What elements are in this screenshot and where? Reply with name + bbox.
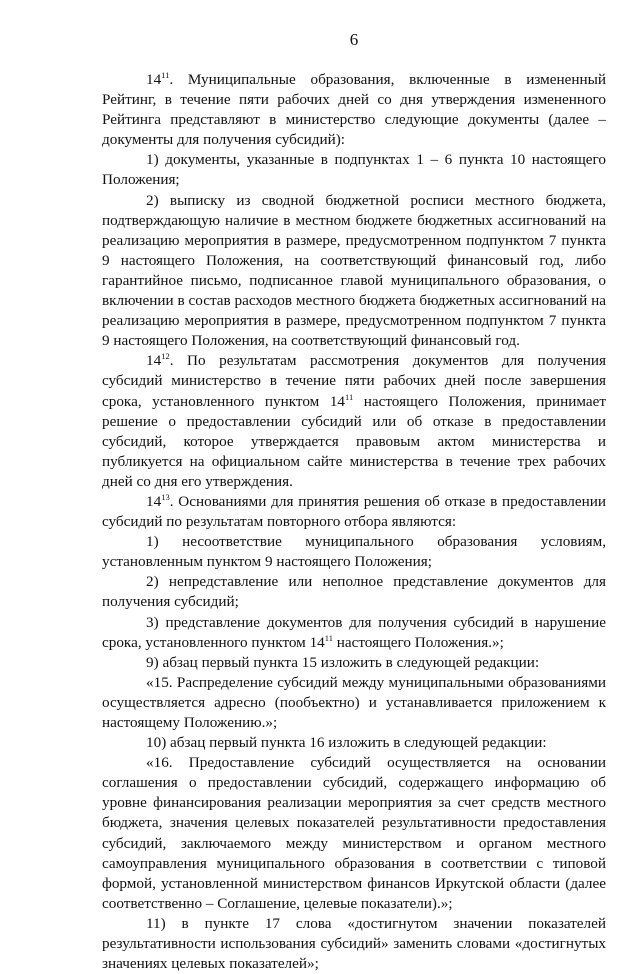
paragraph-14-13: $14^{13}$. Основаниями для принятия решения об отказе в предоставлении субсидий по результатам повторного отбора являются: (102, 491, 606, 531)
paragraph-14-12: $14^{12}$. По результатам рассмотрения документов для получения субсидий министерство в течение пяти рабочих дней после завершения срока, установленного пунктом $14^{11}$ настоящего Положения, принимает решение о предоставлении субсидий или об отказе в предоставлении субсидий, которое утверждается правовым актом министерства и публикуется на официальном сайте министерства в течение трех рабочих дней со дня его утверждения. (102, 351, 606, 490)
amendment-item-9: 9) абзац первый пункта 15 изложить в следующей редакции: (146, 653, 540, 671)
amendment-item-11: 11) в пункте 17 слова «достигнутом значении показателей результативности использования субсидий» заменить словами «достигнутых значениях целевых показателей»; (102, 914, 606, 973)
amendment-item-10: 10) абзац первый пункта 16 изложить в следующей редакции: (146, 734, 547, 752)
list-item-nonsubmission: 2) непредставление или неполное представление документов для получения субсидий; (102, 573, 606, 611)
paragraph-15-quote: «15. Распределение субсидий между муниципальными образованиями осуществляется адресно (пообъектно) и устанавливается приложением к настоящему Положению.»; (102, 673, 606, 731)
list-item-noncompliance: 1) несоответствие муниципального образования условиям, установленным пунктом 9 настоящего Положения; (102, 533, 606, 571)
list-item-documents: 1) документы, указанные в подпунктах 1 – 6 пункта 10 настоящего Положения; (102, 151, 606, 189)
document-body (102, 70, 606, 974)
page-number: 6 (349, 30, 359, 49)
paragraph-16-quote: «16. Предоставление субсидий осуществляется на основании соглашения о предоставлении субсидий, содержащего информацию об уровне финансирования реализации мероприятия за счет средств местного бюджета, значения целевых показателей результативности предоставления субсидий, заключаемого между министерством и органом местного самоуправления муниципального образования в соответствии с типовой формой, установленной министерством финансов Иркутской области (далее соответственно – Соглашение, целевые показатели).»; (102, 754, 606, 912)
list-item-budget-extract: 2) выписку из сводной бюджетной росписи местного бюджета, подтверждающую наличие в местном бюджете бюджетных ассигнований на реализацию мероприятия в размере, предусмотренном подпунктом 7 пункта 9 настоящего Положения, на соответствующий финансовый год, либо гарантийное письмо, подписанное главой муниципального образования, о включении в состав расходов местного бюджета бюджетных ассигнований на реализацию мероприятия в размере, предусмотренном подпунктом 7 пункта 9 настоящего Положения, на соответствующий финансовый год. (102, 191, 606, 350)
paragraph-14-11: $14^{11}$. Муниципальные образования, включенные в измененный Рейтинг, в течение пяти рабочих дней со дня утверждения измененного Рейтинга представляют в министерство следующие документы (далее – документы для получения субсидий): (102, 70, 606, 149)
list-item-late-submission: 3) представление документов для получения субсидий в нарушение срока, установленного пунктом $14^{11}$ настоящего Положения.»; (102, 613, 606, 651)
